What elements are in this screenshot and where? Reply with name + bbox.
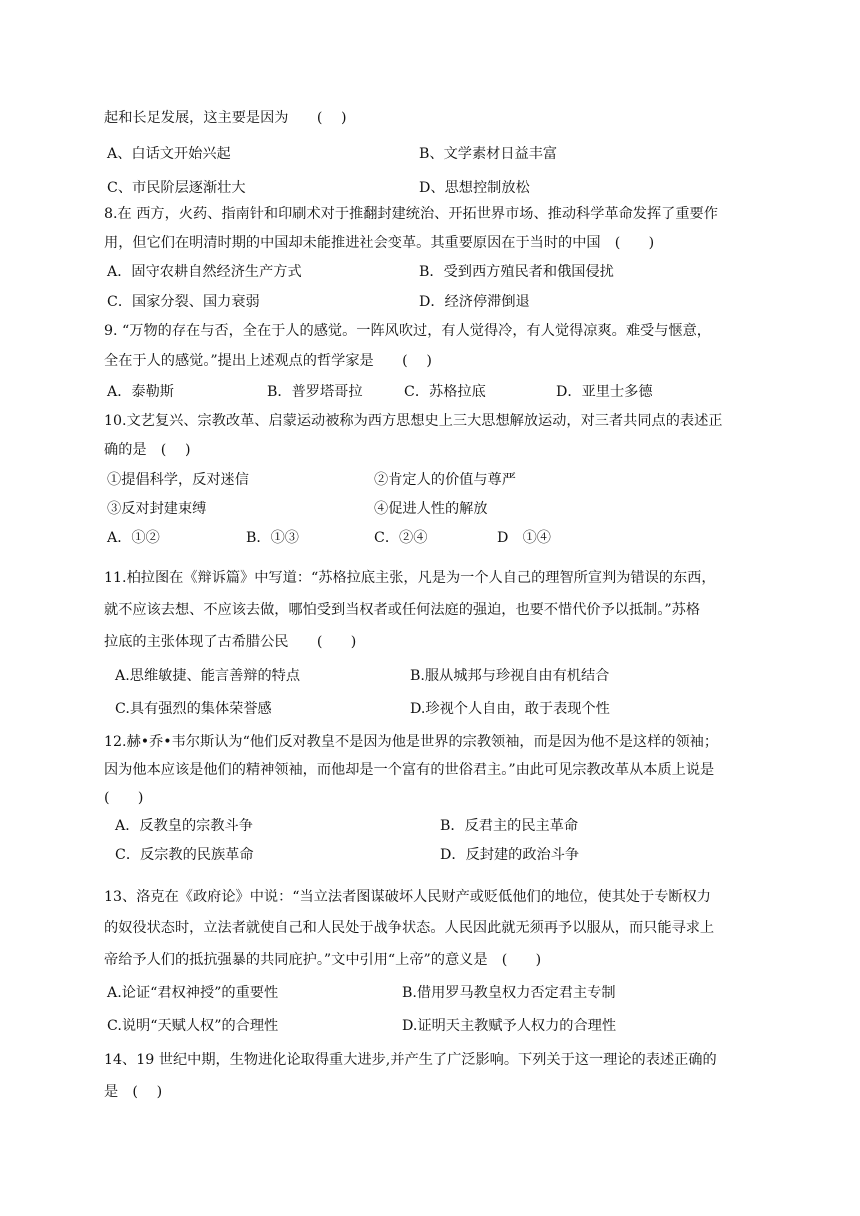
q7-option-d: D、思想控制放松 <box>419 180 530 196</box>
q9-option-d: D．亚里士多德 <box>556 384 653 400</box>
q7-option-b: B、文学素材日益丰富 <box>419 146 558 162</box>
q13-option-b: B.借用罗马教皇权力否定君主专制 <box>402 985 616 1001</box>
q12-option-a: A．反教皇的宗教斗争 <box>115 818 253 834</box>
q8-option-b: B．受到西方殖民者和俄国侵扰 <box>419 264 614 280</box>
q9-stem-line-2: 全在于人的感觉。”提出上述观点的哲学家是 ( ) <box>104 353 432 369</box>
q7-option-a: A、白话文开始兴起 <box>107 146 231 162</box>
q9-option-b: B．普罗塔哥拉 <box>267 384 363 400</box>
q13-option-a: A.论证“君权神授”的重要性 <box>107 985 279 1001</box>
q12-stem-line-1: 12.赫•乔•韦尔斯认为“他们反对教皇不是因为他是世界的宗教领袖，而是因为他不是这样的领袖； <box>104 734 719 750</box>
q11-option-a: A.思维敏捷、能言善辩的特点 <box>115 668 301 684</box>
q14-stem-line-1: 14、19 世纪中期，生物进化论取得重大进步,并产生了广泛影响。下列关于这一理论的表述正确的 <box>104 1052 717 1068</box>
q10-item-3: ③反对封建束缚 <box>107 501 207 517</box>
q11-option-c: C.具有强烈的集体荣誉感 <box>115 701 272 717</box>
q9-stem-line-1: 9. “万物的存在与否，全在于人的感觉。一阵风吹过，有人觉得冷，有人觉得凉爽。难受与惬意， <box>104 323 711 339</box>
q8-stem-line-1: 8.在 西方，火药、指南针和印刷术对于推翻封建统治、开拓世界市场、推动科学革命发挥了重要作 <box>104 206 718 222</box>
q8-option-a: A．固守农耕自然经济生产方式 <box>107 264 302 280</box>
q10-option-d: D ①④ <box>497 530 551 546</box>
q8-option-d: D．经济停滞倒退 <box>419 294 530 310</box>
q10-item-1: ①提倡科学，反对迷信 <box>107 472 249 488</box>
q8-stem-line-2: 用，但它们在明清时期的中国却未能推进社会变革。其重要原因在于当时的中国 ( ) <box>104 235 655 251</box>
q10-stem-line-2: 确的是 ( ) <box>104 442 191 458</box>
q7-stem-line: 起和长足发展，这主要是因为 ( ) <box>104 110 347 126</box>
q11-stem-line-1: 11.柏拉图在《辩诉篇》中写道：“苏格拉底主张，凡是为一个人自己的理智所宣判为错误的东西， <box>104 570 716 586</box>
q12-stem-line-2: 因为他本应该是他们的精神领袖，而他却是一个富有的世俗君主。”由此可见宗教改革从本质上说是 <box>104 762 715 778</box>
q10-item-2: ②肯定人的价值与尊严 <box>374 472 516 488</box>
q7-option-c: C、市民阶层逐渐壮大 <box>107 180 246 196</box>
q13-stem-line-1: 13、洛克在《政府论》中说：“当立法者图谋破坏人民财产或贬低他们的地位，使其处于专断权力 <box>104 889 711 905</box>
q11-option-b: B.服从城邦与珍视自由有机结合 <box>410 668 610 684</box>
q13-option-c: C.说明“天赋人权”的合理性 <box>107 1018 279 1034</box>
q9-option-a: A．泰勒斯 <box>107 384 174 400</box>
q10-option-b: B．①③ <box>246 530 299 546</box>
q12-option-b: B．反君主的民主革命 <box>440 818 579 834</box>
q10-stem-line-1: 10.文艺复兴、宗教改革、启蒙运动被称为西方思想史上三大思想解放运动，对三者共同点的表述正 <box>104 413 723 429</box>
q12-option-d: D．反封建的政治斗争 <box>440 847 580 863</box>
q10-option-a: A．①② <box>107 530 160 546</box>
q8-option-c: C．国家分裂、国力衰弱 <box>107 294 260 310</box>
q11-option-d: D.珍视个人自由，敢于表现个性 <box>410 701 610 717</box>
q13-stem-line-3: 帝给予人们的抵抗强暴的共同庇护。”文中引用“上帝”的意义是 ( ) <box>104 952 542 968</box>
q12-stem-line-3: ( ) <box>104 790 144 806</box>
q10-item-4: ④促进人性的解放 <box>374 501 488 517</box>
q13-option-d: D.证明天主教赋予人权力的合理性 <box>402 1018 617 1034</box>
q14-stem-line-2: 是 ( ) <box>104 1084 163 1100</box>
q13-stem-line-2: 的奴役状态时，立法者就使自己和人民处于战争状态。人民因此就无须再予以服从，而只能寻求上 <box>104 920 715 936</box>
q10-option-c: C．②④ <box>374 530 428 546</box>
q11-stem-line-2: 就不应该去想、不应该去做，哪怕受到当权者或任何法庭的强迫，也要不惜代价予以抵制。”苏格 <box>104 602 701 618</box>
q12-option-c: C．反宗教的民族革命 <box>115 847 254 863</box>
q9-option-c: C．苏格拉底 <box>404 384 486 400</box>
q11-stem-line-3: 拉底的主张体现了古希腊公民 ( ) <box>104 634 357 650</box>
